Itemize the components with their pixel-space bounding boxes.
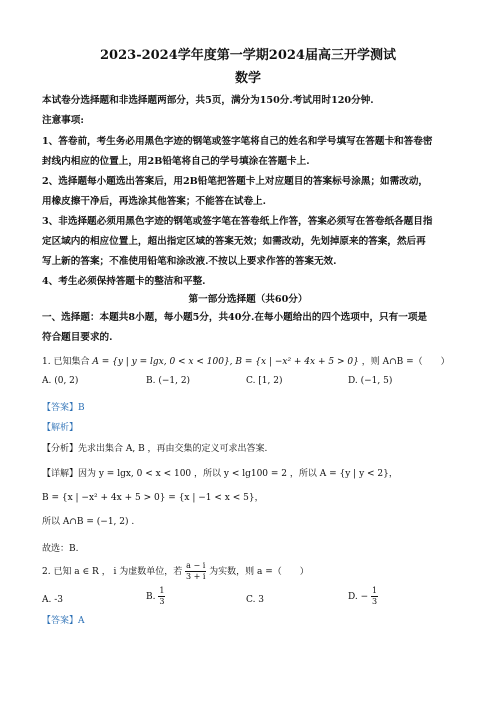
q1-analysis-tag: 【解析】 — [42, 423, 79, 433]
q2-fraction-num: a − i — [186, 561, 206, 570]
q2-option-d — [348, 587, 378, 606]
q1-detail-3: 所以 A∩B = (−1, 2) . — [42, 517, 135, 527]
notice-1b: 封线内相应的位置上，用2B铅笔将自己的学号填涂在答题卡上. — [42, 156, 310, 167]
q2-answer: 【答案】A — [42, 616, 85, 626]
notice-title: 注意事项: — [42, 115, 84, 126]
intro-line: 本试卷分选择题和非选择题两部分，共5页，满分为150分.考试用时120分钟. — [42, 95, 374, 106]
q2-option-b — [146, 587, 165, 606]
q2-option-b-den: 3 — [159, 597, 165, 606]
q2-option-b-num: 1 — [159, 586, 165, 595]
q1-detail-2: B = {x | −x² + 4x + 5 > 0} = {x | −1 < x < 5}， — [42, 493, 264, 503]
q1-stem-prefix: 1. 已知集合 — [42, 357, 90, 367]
exam-title: 2023-2024学年度第一学期2024届高三开学测试 — [100, 48, 396, 63]
notice-2a: 2、选择题每小题选出答案后，用2B铅笔把答题卡上对应题目的答案标号涂黑；如需改动， — [42, 176, 429, 187]
q1-stem-suffix: ，则 A∩B =（ ） — [361, 357, 450, 367]
q1-conclusion: 故选：B. — [42, 544, 79, 554]
q2-option-b-label: B. — [146, 592, 156, 602]
q1-option-b: B. (−1, 2) — [146, 376, 191, 386]
q1-option-a: A. (0, 2) — [42, 376, 79, 386]
q2-option-c: C. 3 — [246, 595, 265, 605]
q1-option-d: D. (−1, 5) — [348, 376, 393, 386]
notice-3b: 定区域内的相应位置上，超出指定区域的答案无效；如需改动，先划掉原来的答案，然后再 — [42, 236, 426, 247]
q1-detail-1: 【详解】因为 y = lgx, 0 < x < 100 ，所以 y < lg100 = 2 ，所以 A = {y | y < 2}， — [42, 469, 398, 479]
q2-option-b-fraction — [158, 587, 165, 606]
notice-2b: 用橡皮擦干净后，再选涂其他答案；不能答在试卷上. — [42, 196, 266, 207]
q1-answer: 【答案】B — [42, 403, 85, 413]
q2-option-d-den: 3 — [372, 597, 378, 606]
q1-sets: A = {y | y = lgx, 0 < x < 100}, B = {x | −x² + 4x + 5 > 0} — [92, 357, 359, 367]
part1-title: 第一部分选择题（共60分） — [188, 294, 308, 305]
q2-option-a: A. -3 — [42, 595, 63, 605]
q2-stem-suffix: 为实数，则 a =（ ） — [209, 567, 309, 577]
q2-option-d-label: D. − — [348, 592, 369, 602]
q1-option-c: C. [1, 2) — [246, 376, 283, 386]
q2-fraction-den: 3 + i — [186, 572, 206, 581]
q1-stem — [42, 354, 450, 367]
notice-1a: 1、答卷前，考生务必用黑色字迹的钢笔或签字笔将自己的姓名和学号填写在答题卡和答卷密 — [42, 136, 433, 147]
q2-option-d-fraction — [371, 587, 378, 606]
subject-title: 数学 — [234, 71, 261, 86]
q2-stem-prefix: 2. 已知 a ∈ R ， i 为虚数单位，若 — [42, 567, 183, 577]
q2-stem — [42, 562, 309, 581]
q1-analysis: 【分析】先求出集合 A, B ，再由交集的定义可求出答案. — [42, 444, 268, 454]
q2-option-d-num: 1 — [372, 586, 378, 595]
section-heading-b: 符合题目要求的. — [42, 332, 113, 343]
notice-4: 4、考生必须保持答题卡的整洁和平整. — [42, 276, 206, 287]
q2-fraction — [185, 562, 206, 581]
notice-3a: 3、非选择题必须用黑色字迹的钢笔或签字笔在答卷纸上作答，答案必须写在答卷纸各题目指 — [42, 216, 433, 227]
section-heading-a: 一、选择题：本题共8小题，每小题5分，共40分.在每小题给出的四个选项中，只有一项是 — [42, 312, 428, 323]
notice-3c: 写上新的答案；不准使用铅笔和涂改液.不按以上要求作答的答案无效. — [42, 256, 337, 267]
